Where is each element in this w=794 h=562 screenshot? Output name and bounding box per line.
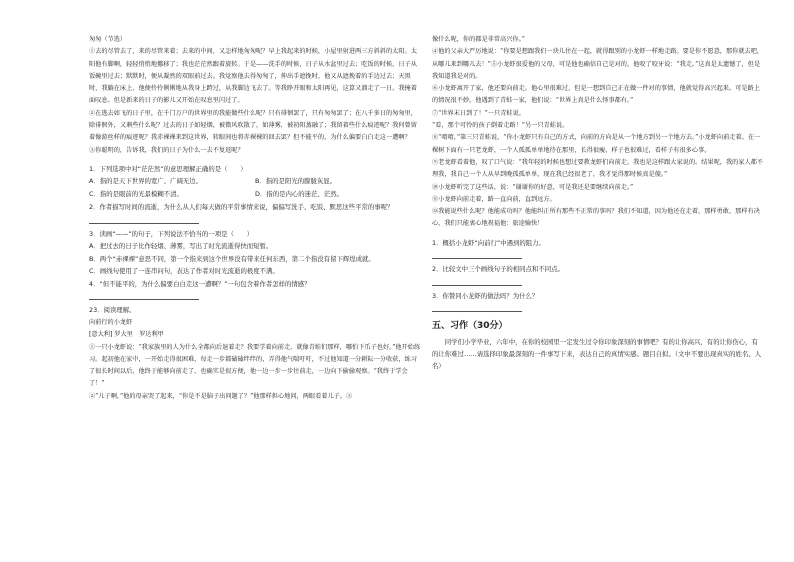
question-3: 3．你赞同小龙虾的做法吗？为什么？ [432,291,539,300]
passage-paragraph: ①去的尽管去了，来的尽管来着；去来的中间，又怎样地匆匆呢？早上我起来的时候，小屋里射进两三方斜斜的太阳。太阳他有脚啊，轻轻悄悄地挪移了；我也茫茫然跟着旋转。于是——洗手的时候，日子从水盆里过去；吃饭的时候，日子从饭碗里过去；默默时，便从凝然的双眼前过去。我觉察他去得匆匆了，伸出手遮挽时，他又从遮挽着的手边过去；天黑时，我躺在床上，他便伶伶俐俐地从我身上跨过，从我脚边飞去了。等我睁开眼和太阳再见，这算又溜走了一日。我掩着面叹息。但是新来的日子的影儿又开始在叹息里闪过了。 [89,48,417,105]
option-b: B．指的是阳光的朦胧灰显。 [255,177,337,186]
story-title: 向前行的小龙虾 [89,318,133,326]
left-column [89,34,421,403]
question-2: 2．比较文中三个画线句子的相同点和不同点。 [432,265,564,274]
option-a: A．指的是天下世界的宽广、广阔无边。 [89,177,203,186]
passage-paragraph: ②在逃去如飞的日子里，在千门万户的世界里的我能做些什么呢？只有徘徊罢了，只有匆匆罢了；在八千多日的匆匆里，除徘徊外，又剩些什么呢？过去的日子如轻烟，被微风吹散了，如薄雾，被初阳蒸融了；我留着些什么痕迹呢？我何曾留着像游丝样的痕迹呢？我赤裸裸来到这世界，转眼间也将赤裸裸的回去罢？但不能平的，为什么偏要白白走这一遭啊？ [89,109,417,142]
option-c: C．指的是眼前的光景模糊不清。 [89,190,183,199]
story-paragraph: “看，那个可怜的孩子倒着走路！”另一只青蛙说。 [432,122,569,130]
right-column [432,34,764,372]
question-4: 4．“但不能平的，为什么偏要白白走这一遭啊？”一句包含着作者怎样的情感？ [89,279,311,288]
option-a: A．把过去的日子比作轻烟、薄雾，写出了时光流逝得快而短暂。 [89,242,273,251]
question-1: 1．下列选项中对“茫茫然”的意思理解正确的是（ ） [89,164,247,173]
story-paragraph: ⑪小龙虾向前走着，路一直向前，直到远方。 [432,195,556,203]
story-paragraph: ⑫我能说些什么呢？他能成功吗？他能纠正所有那些不正常的事吗？我们不知道，因为他还在走着，那样勇敢，那样有决心，我们只能衷心地祝福他：旅途愉快！ [432,208,760,228]
answer-line[interactable] [89,214,199,224]
option-b: B．两个“赤裸裸”意思不同，第一个指来到这个世界没有带来任何东西，第二个指没有留下辉煌成就。 [89,254,375,263]
question-1: 1．概括小龙虾“向前行”中遇到的阻力。 [432,238,545,247]
composition-prompt: 同学们小学毕业，六年中，在你的校园里一定发生过令你印象深刻的事情吧？有的让你高兴，有的让你伤心，有的让你难过……请选择印象最深刻的一件事写下来，表达自己的真情实感。题目自拟。（文中不要出现真实的姓名、人名） [432,338,762,371]
answer-line[interactable] [432,249,522,259]
story-paragraph: ⑩小龙虾听完了这些话，说：“谢谢你的好意，可是我还是要继续向前走。” [432,183,634,191]
story-paragraph: ⑦“世界末日到了！”一只青蛙说。 [432,109,525,117]
option-d: D．指的是内心的迷茫、茫然。 [255,190,343,199]
question-1-options [89,175,421,201]
answer-line[interactable] [432,276,522,286]
story-paragraph: ⑨老龙虾看着他，叹了口气说：“我年轻的时候也想过要教龙虾们向前走，我也是这样跟大家说的。结果呢，我的家人都不理我，我自己一个人从早到晚孤孤单单，现在我已经很老了，我才觉得那时候真是傻。” [432,158,764,179]
passage-paragraph: ③你聪明的，告诉我，我们的日子为什么一去不复返呢？ [89,146,244,154]
story-author: [意大利] 罗大里 罗达利甲 [89,331,164,339]
answer-line[interactable] [89,290,199,300]
story-paragraph: ⑧“唷唷，”第三只青蛙说，“你小龙虾只有自己的方式，向前的方向是从一个地方到另一个地方去。”小龙虾向前走着。在一棵树下面有一只老龙虾，一个人孤孤单单地待在那里，长得很瘦，样子也很难过，看样子有很多心事。 [432,134,761,154]
question-2: 2．作者描写时间的流逝，为什么从人们每天做的平常事情来说，偏偏写洗手、吃饭、默思这些平常的事呢？ [89,203,394,212]
section-23: 23．阅读理解。 [89,306,136,315]
story-paragraph: ①一只小龙虾说：“我家族里的人为什么全都向后退着走？我要学着向前走，就像青蛙们那样，哪怕下爪子也好。”他开始练习。起初他在家中，一开始走得很困难，每走一步都磕磕绊绊的，弄得他气喘吁吁，不过他知道一分耕耘一分收获，练习了很长时间以后，他终于能够向前走了，也确实是很方便，他一边一步一步往前走，一边向下偷偷观察。“我终于学会了！” [89,343,421,388]
option-c: C．画线句使用了一连串问句，表达了作者对时光流逝的极度不满。 [89,267,279,276]
section-five-title: 五、习作（30分） [432,321,508,332]
story-paragraph: 像什么呢，你的都是非常高兴你。” [432,36,525,43]
story-paragraph: ②“儿子啊，”他的母亲哭了起来，“你是不是脑子出问题了？”他那样担心地问，两眼看着儿子。③ [89,392,353,400]
question-3: 3．读画“——”的句子，下列说法不恰当的一项是（ ） [89,229,254,238]
answer-line[interactable] [432,302,522,312]
story-paragraph: ⑥小龙虾离开了家，他还要向前走。他心里很难过，但是一想到自己正在做一件对的事情，他就觉得高兴起来。可是路上的情况很不妙。他遇到了青蛙一家，他们说：“世界上真是什么怪事都有。” [432,85,760,105]
story-paragraph: ④他的父亲大严厉地说：“你要是想跟我们一块儿住在一起，就得跟别的小龙虾一样地走路。要是你不愿意，那你就去吧，从哪儿来到哪儿去！”⑤小龙虾很爱他的父母，可是他也确信自己是对的，他咬了咬牙说：“我走。”这真是太遗憾了，但是我知道我是对的。 [432,48,764,80]
passage-heading: 匆匆（节选） [89,36,127,43]
